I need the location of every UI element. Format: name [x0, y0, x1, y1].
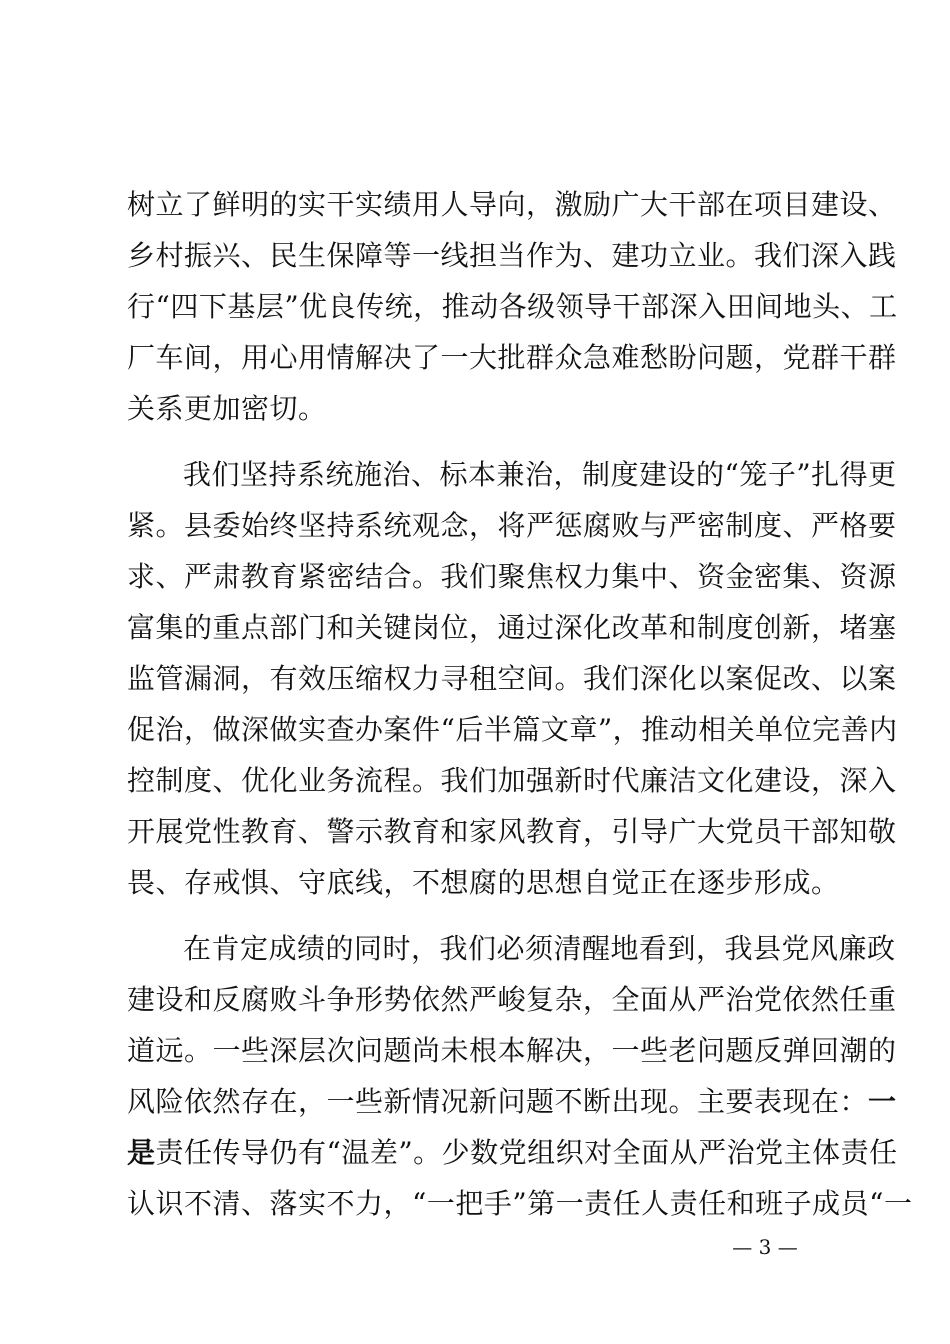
text-segment: 我们坚持系统施治、标本兼治，制度建设的“笼子”扎得更 — [183, 458, 897, 491]
text-line: 促治，做深做实查办案件“后半篇文章”，推动相关单位完善内 — [127, 713, 898, 746]
paragraph-3 — [127, 923, 913, 1229]
text-line: 监管漏洞，有效压缩权力寻租空间。我们深化以案促改、以案 — [127, 662, 897, 695]
text-line: 建设和反腐败斗争形势依然严峻复杂，全面从严治党依然任重 — [127, 983, 897, 1016]
text-segment: 在肯定成绩的同时，我们必须清醒地看到，我县党风廉政 — [183, 932, 896, 965]
page-number: — 3 — — [732, 1235, 798, 1259]
document-body — [127, 179, 913, 1229]
text-line-first — [127, 449, 897, 500]
text-line: 树立了鲜明的实干实绩用人导向，激励广大干部在项目建设、 — [127, 188, 897, 221]
text-line — [127, 1076, 897, 1127]
text-segment: 风险依然存在，一些新情况新问题不断出现。主要表现在： — [127, 1085, 869, 1118]
text-line: 认识不清、落实不力，“一把手”第一责任人责任和班子成员“一 — [127, 1187, 913, 1220]
text-line: 乡村振兴、民生保障等一线担当作为、建功立业。我们深入践 — [127, 239, 897, 272]
text-line: 行“四下基层”优良传统，推动各级领导干部深入田间地头、工 — [127, 290, 898, 323]
paragraph-2 — [127, 449, 898, 908]
paragraph-1 — [127, 179, 898, 434]
text-line: 紧。县委始终坚持系统观念，将严惩腐败与严密制度、严格要 — [127, 509, 897, 542]
bold-marker: 一 — [868, 1085, 897, 1118]
text-line: 开展党性教育、警示教育和家风教育，引导广大党员干部知敬 — [127, 815, 897, 848]
text-line: 畏、存戒惧、守底线，不想腐的思想自觉正在逐步形成。 — [127, 866, 840, 899]
text-line: 求、严肃教育紧密结合。我们聚焦权力集中、资金密集、资源 — [127, 560, 897, 593]
text-line: 道远。一些深层次问题尚未根本解决，一些老问题反弹回潮的 — [127, 1034, 897, 1067]
text-line: 关系更加密切。 — [127, 392, 327, 425]
bold-marker: 是 — [127, 1136, 156, 1169]
text-segment: 责任传导仍有“温差”。少数党组织对全面从严治党主体责任 — [155, 1136, 898, 1169]
text-line — [127, 1127, 898, 1178]
text-line: 富集的重点部门和关键岗位，通过深化改革和制度创新，堵塞 — [127, 611, 897, 644]
text-line: 控制度、优化业务流程。我们加强新时代廉洁文化建设，深入 — [127, 764, 897, 797]
text-line: 厂车间，用心用情解决了一大批群众急难愁盼问题，党群干群 — [127, 341, 897, 374]
text-line-first — [127, 923, 896, 974]
